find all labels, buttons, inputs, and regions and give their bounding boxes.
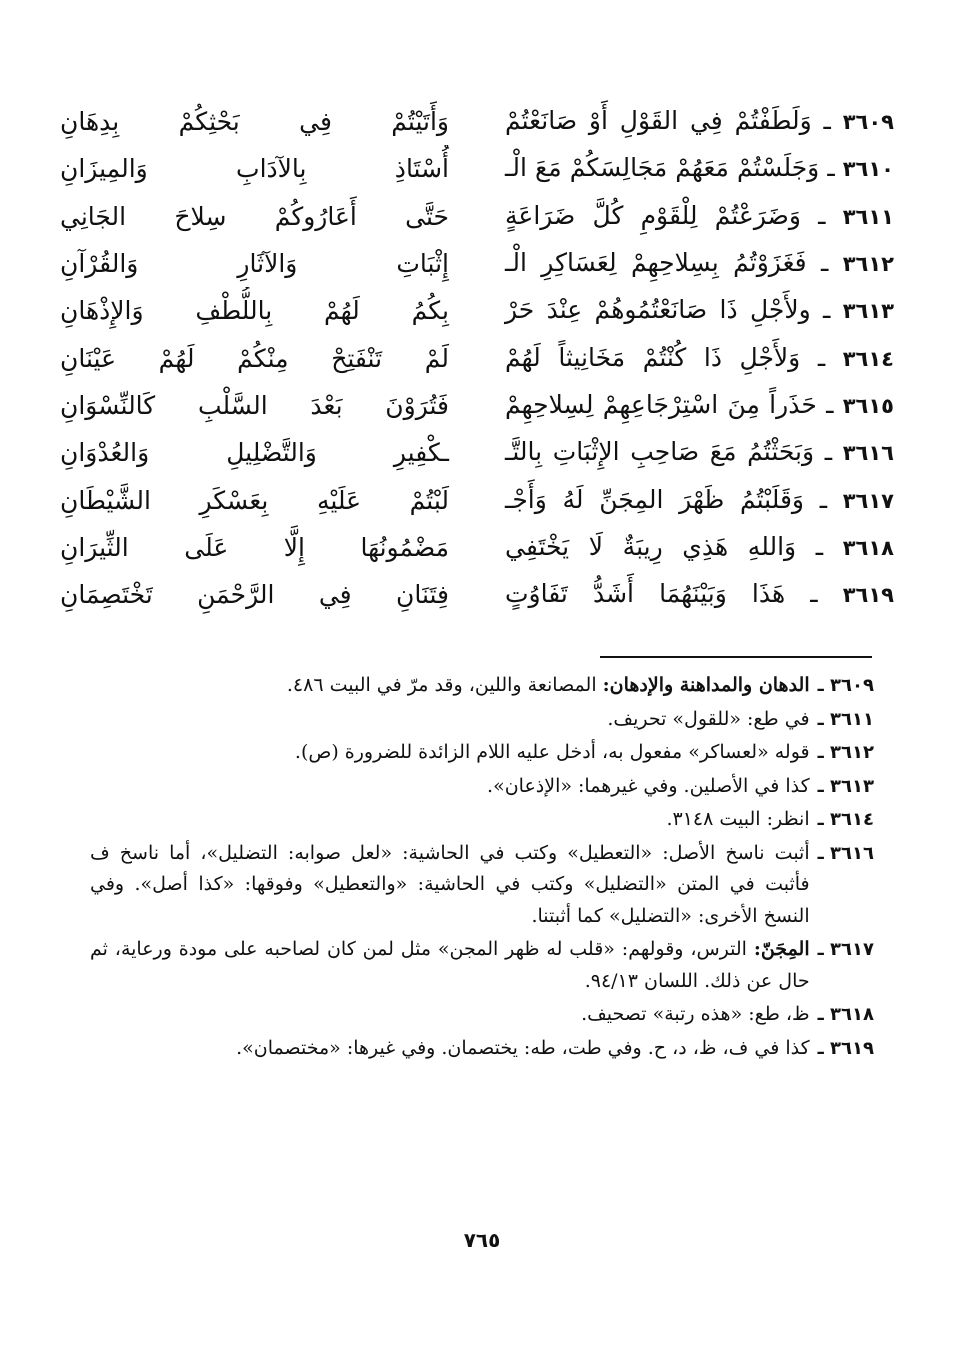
verse-first-hemistich: ٣٦١٤ ـ وَلأَجْلِ ذَا كُنْتُمْ مَخَانِيثاً لَهُمْ (505, 342, 894, 372)
footnote-number: ٣٦١٣ ـ (817, 775, 874, 797)
verse-first-text: وَلأَجْلِ ذَا كُنْتُمْ مَخَانِيثاً لَهُمْ (505, 342, 801, 372)
verse-first-text: حَذَراً مِنَ اسْتِرْجَاعِهِمْ لِسِلاحِهِمْ (505, 389, 817, 419)
verse-row (60, 429, 894, 476)
footnote (90, 804, 874, 836)
footnote-number: ٣٦١٤ ـ (817, 809, 874, 830)
verse-first-hemistich: ٣٦١٨ ـ وَاللهِ هَذِي رِيبَةٌ لَا يَخْتَفِي (505, 531, 894, 561)
footnote (90, 737, 874, 769)
footnote-body (90, 737, 810, 769)
footnote-text: انظر: البيت ٣١٤٨. (666, 808, 810, 830)
verse-number: ٣٦١٦ (842, 441, 894, 466)
footnote-term: المِجَنّ: (753, 938, 810, 960)
footnote-number: ٣٦١٩ ـ (817, 1037, 874, 1059)
verse-first-hemistich: ٣٦٠٩ ـ وَلَطَفْتُمْ فِي القَوْلِ أَوْ صَانَعْتُمْ (505, 106, 894, 136)
footnote-number: ٣٦١٦ ـ (817, 842, 874, 864)
verse-second-hemistich: مَضْمُونُهَا إِلَّا عَلَى الثِّيرَانِ (60, 532, 449, 562)
verse-first-text: وَضَرَعْتُمْ لِلْقَوْمِ كُلَّ ضَرَاعَةٍ (505, 200, 801, 230)
verse-first-text: ولأَجْلِ ذَا صَانَعْتُمُوهُمْ عِنْدَ حَرْ (505, 295, 811, 325)
verse-second-hemistich: أُسْتَاذِ بِالآدَابِ وَالمِيزَانِ (60, 154, 449, 184)
verse-second-hemistich: فَتُرَوْنَ بَعْدَ السَّلْبِ كَالنِّسْوَانِ (60, 390, 449, 420)
verse-number: ٣٦١٣ (842, 299, 894, 324)
footnote-number: ٣٦١٢ ـ (817, 742, 874, 763)
poem-verses (60, 98, 894, 618)
verse-number: ٣٦٠٩ (842, 110, 894, 135)
verse-first-text: وَاللهِ هَذِي رِيبَةٌ لَا يَخْتَفِي (505, 531, 797, 561)
verse-number: ٣٦١٢ (842, 252, 894, 277)
verse-first-hemistich: ٣٦١٣ ـ ولأَجْلِ ذَا صَانَعْتُمُوهُمْ عِنْدَ حَرْ (505, 295, 894, 325)
footnote-body (90, 838, 810, 933)
verse-first-text: فَغَزَوْتُمُ بِسِلاحِهِمْ لِعَسَاكِرِ الْـ (505, 248, 807, 278)
verse-first-hemistich: ٣٦١١ ـ وَضَرَعْتُمْ لِلْقَوْمِ كُلَّ ضَرَاعَةٍ (505, 200, 894, 230)
verse-row (60, 571, 894, 618)
verse-row (60, 240, 894, 287)
footnote (90, 838, 874, 933)
verse-second-hemistich: فِتَنَانِ فِي الرَّحْمَنِ تَخْتَصِمَانِ (60, 580, 449, 610)
footnote (90, 670, 874, 702)
verse-second-hemistich: ـكْفِيرِ وَالتَّضْلِيلِ وَالعُدْوَانِ (60, 438, 449, 468)
verse-first-hemistich: ٣٦١٠ ـ وَجَلَسْتُمْ مَعَهُمْ مَجَالِسَكُمْ مَعَ الْـ (505, 153, 894, 183)
verse-row (60, 145, 894, 192)
verse-row (60, 476, 894, 523)
verse-first-hemistich: ٣٦١٥ ـ حَذَراً مِنَ اسْتِرْجَاعِهِمْ لِسِلاحِهِمْ (505, 389, 894, 419)
verse-number: ٣٦١٧ (842, 488, 894, 513)
footnote-body (90, 670, 810, 702)
verse-number: ٣٦١٩ (842, 583, 894, 608)
verse-first-text: وَلَطَفْتُمْ فِي القَوْلِ أَوْ صَانَعْتُمْ (505, 106, 812, 136)
verse-first-hemistich: ٣٦١٦ ـ وَبَحَثْتُمُ مَعَ صَاحِبِ الإِثْبَاتِ بِالتَّـ (505, 437, 894, 467)
verse-number: ٣٦١٨ (842, 535, 894, 560)
footnote-text: أثبت ناسخ الأصل: «التعطيل» وكتب في الحاشية: «لعل صوابه: التضليل»، أما ناسخ ف فأثبت في المتن «التضليل» وكتب في الحاشية: «والتعطيل» وفوقها: «كذا أصل». وفي النسخ الأخرى: «التضليل» كما أثبتنا. (90, 841, 810, 927)
footnote-text: قوله «لعساكر» مفعول به، أدخل عليه اللام الزائدة للضرورة (ص). (294, 741, 810, 763)
footnote-text: الترس، وقولهم: «قلب له ظهر المجن» مثل لمن كان لصاحبه على مودة ورعاية، ثم حال عن ذلك. اللسان ٩٤/١٣. (90, 938, 810, 992)
footnote-text: في طع: «للقول» تحريف. (607, 707, 810, 730)
verse-second-hemistich: حَتَّى أَعَارُوكُمْ سِلاحَ الجَانِي (60, 201, 449, 231)
footnote (90, 1033, 874, 1065)
footnote-number: ٣٦٠٩ ـ (817, 675, 874, 696)
verse-first-text: وَبَحَثْتُمُ مَعَ صَاحِبِ الإِثْبَاتِ بِالتَّـ (505, 437, 815, 467)
footnote (90, 999, 874, 1031)
footnote (90, 704, 874, 736)
footnote-term: الدهان والمداهنة والإدهان: (602, 674, 810, 696)
footnote-number: ٣٦١١ ـ (817, 708, 874, 730)
verse-second-hemistich: بِكُمُ لَهُمْ بِاللُّطْفِ وَالإِذْهَانِ (60, 296, 449, 326)
verse-first-hemistich: ٣٦١٧ ـ وَقَلَبْتُمُ ظَهْرَ المِجَنِّ لَهُ وَأَجْـ (505, 484, 894, 514)
verse-row (60, 524, 894, 571)
verse-number: ٣٦١٤ (842, 346, 894, 371)
verse-row (60, 287, 894, 334)
page-number: ٧٦٥ (463, 1228, 501, 1252)
verse-row (60, 193, 894, 240)
verse-first-hemistich: ٣٦١٩ ـ هَذَا وَبَيْنَهُمَا أَشَدُّ تَفَاوُتٍ (505, 579, 894, 609)
verse-number: ٣٦١٠ (842, 157, 894, 182)
verse-row (60, 334, 894, 381)
footnote-text: كذا في الأصلين. وفي غيرهما: «الإذعان». (487, 774, 810, 797)
footnote-number: ٣٦١٨ ـ (817, 1004, 874, 1025)
footnote-text: ظ، طع: «هذه رتبة» تصحيف. (581, 1003, 810, 1025)
footnote-separator (600, 656, 872, 658)
footnote-body (90, 999, 810, 1031)
footnote-body (90, 1033, 810, 1065)
verse-number: ٣٦١١ (842, 204, 894, 229)
verse-first-text: وَجَلَسْتُمْ مَعَهُمْ مَجَالِسَكُمْ مَعَ الْـ (505, 153, 820, 183)
footnote-text: كذا في ف، ظ، د، ح. وفي طت، طه: يختصمان. وفي غيرها: «مختصمان». (236, 1036, 810, 1059)
footnote-text: المصانعة واللين، وقد مرّ في البيت ٤٨٦. (286, 674, 597, 696)
verse-second-hemistich: إِثْبَاتِ وَالآثَارِ وَالقُرْآنِ (60, 249, 449, 279)
footnote-number: ٣٦١٧ ـ (817, 939, 874, 960)
verse-number: ٣٦١٥ (842, 393, 894, 418)
footnote-body (90, 704, 810, 736)
verse-first-text: هَذَا وَبَيْنَهُمَا أَشَدُّ تَفَاوُتٍ (505, 579, 786, 609)
footnote-body (90, 804, 810, 836)
verse-second-hemistich: لَبْتُمْ عَلَيْهِ بِعَسْكَرِ الشَّيْطَانِ (60, 485, 449, 515)
verse-second-hemistich: وَأَتَيْتُمْ فِي بَحْثِكُمْ بِدِهَانِ (60, 107, 449, 137)
verse-first-text: وَقَلَبْتُمُ ظَهْرَ المِجَنِّ لَهُ وَأَجْـ (505, 484, 805, 514)
footnotes (90, 670, 874, 1066)
verse-row (60, 98, 894, 145)
footnote-body (90, 934, 810, 997)
footnote (90, 771, 874, 803)
verse-first-hemistich: ٣٦١٢ ـ فَغَزَوْتُمُ بِسِلاحِهِمْ لِعَسَاكِرِ الْـ (505, 248, 894, 278)
footnote (90, 934, 874, 997)
verse-second-hemistich: لَمْ تَنْفَتِحْ مِنْكُمْ لَهُمْ عَيْنَانِ (60, 343, 449, 373)
footnote-body (90, 771, 810, 803)
verse-row (60, 382, 894, 429)
